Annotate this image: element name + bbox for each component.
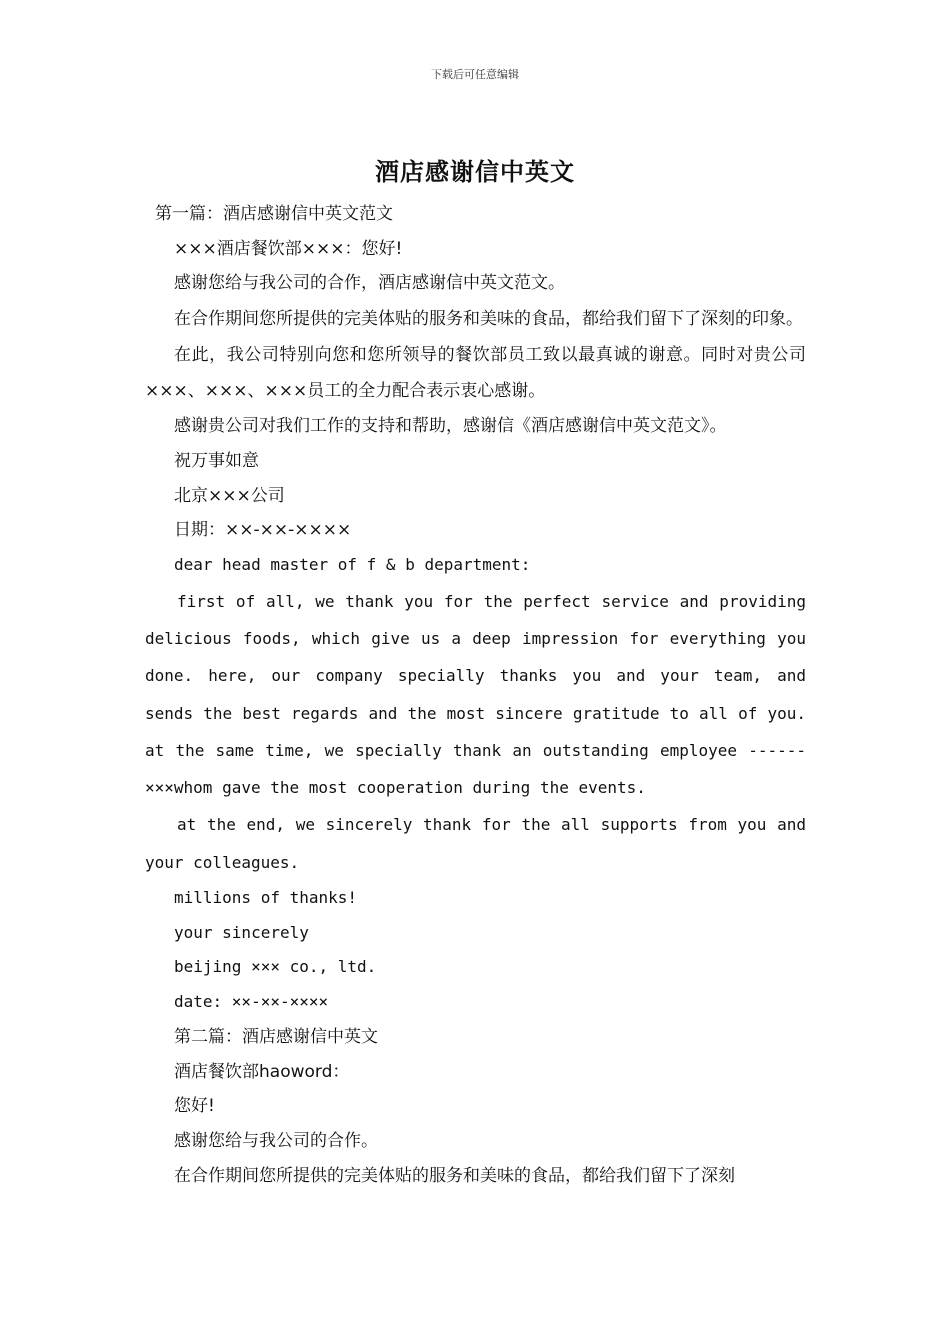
section-heading-1: 第一篇：酒店感谢信中英文范文 [155, 204, 393, 224]
english-date: date: ××-××-×××× [174, 992, 329, 1012]
paragraph: 感谢贵公司对我们工作的支持和帮助，感谢信《酒店感谢信中英文范文》。 [174, 416, 727, 437]
salutation: 酒店餐饮部haoword： [174, 1061, 350, 1082]
sender-company: 北京×××公司 [174, 485, 285, 506]
paragraph: 在此，我公司特别向您和您所领导的餐饮部员工致以最真诚的谢意。同时对贵公司×××、×××、×××员工的全力配合表示衷心感谢。 [145, 345, 806, 402]
english-signoff: your sincerely [174, 922, 309, 942]
page-header-note: 下载后可任意编辑 [431, 68, 519, 81]
paragraph: 感谢您给与我公司的合作，酒店感谢信中英文范文。 [174, 273, 565, 294]
salutation: ×××酒店餐饮部×××：您好! [174, 238, 403, 259]
english-salutation: dear head master of f & b department: [174, 554, 531, 574]
english-paragraph: at the end, we sincerely thank for the all supports from you and your colleagues. [145, 815, 806, 872]
english-sender: beijing ××× co., ltd. [174, 957, 377, 977]
paragraph: 在合作期间您所提供的完美体贴的服务和美味的食品，都给我们留下了深刻 [174, 1165, 735, 1186]
document-title: 酒店感谢信中英文 [375, 158, 575, 186]
paragraph: 感谢您给与我公司的合作。 [174, 1130, 378, 1151]
english-closing: millions of thanks! [174, 888, 358, 907]
section-heading-2: 第二篇：酒店感谢信中英文 [174, 1026, 378, 1047]
paragraph: 在合作期间您所提供的完美体贴的服务和美味的食品，都给我们留下了深刻的印象。 [174, 309, 803, 330]
english-paragraph: first of all, we thank you for the perfect service and providing delicious foods, which give us a deep impression for everything you done. here, our company specially thanks you and your team, and sends the best regards and the most sincere gratitude to all of you. at the same time, we specially thank an outstanding employee ------×××whom gave the most cooperation during the events. [145, 591, 806, 798]
date-line: 日期：××-××-×××× [174, 520, 352, 541]
closing-wish: 祝万事如意 [174, 450, 259, 471]
document-body [145, 197, 806, 1193]
greeting: 您好! [174, 1096, 215, 1117]
